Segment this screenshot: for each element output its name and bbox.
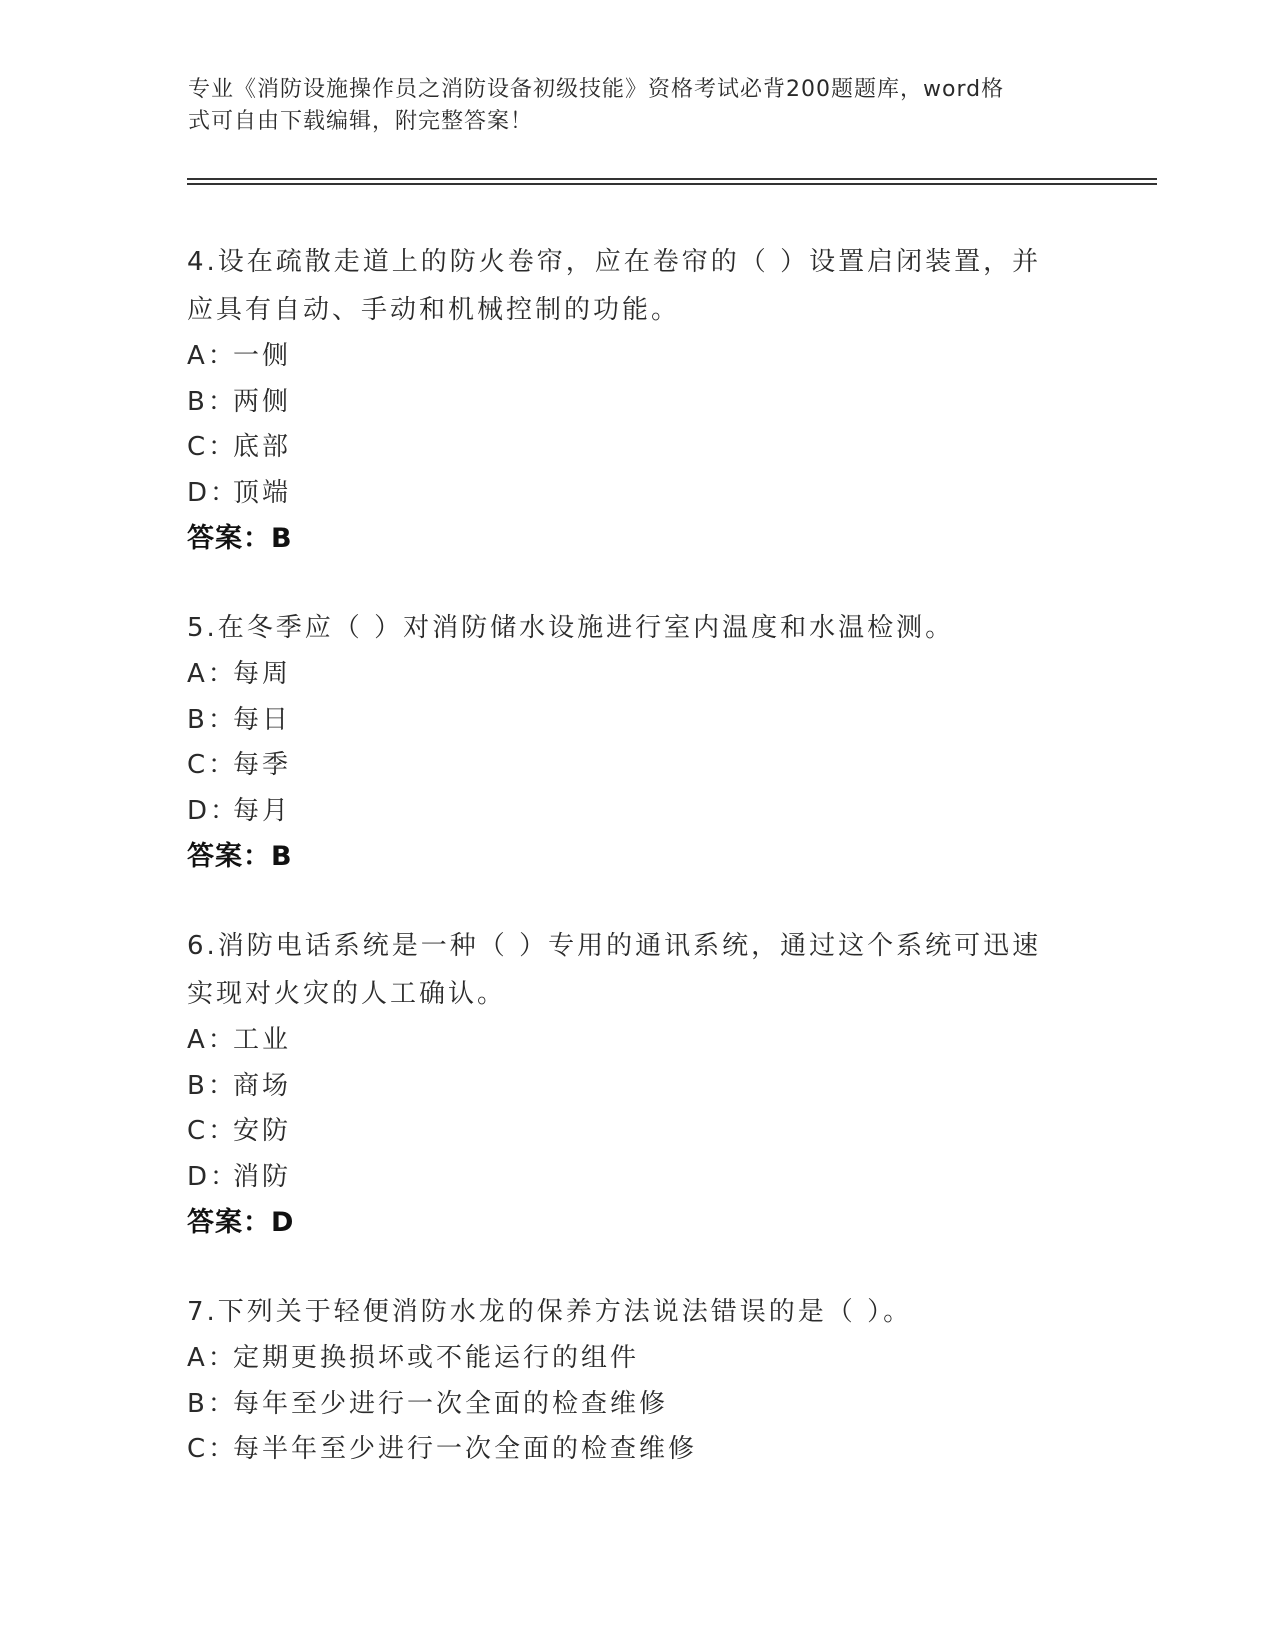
question-block <box>187 604 1067 880</box>
option-text: 每年至少进行一次全面的检查维修 <box>233 1388 669 1419</box>
option-text: 工业 <box>233 1025 292 1055</box>
option-text: 顶端 <box>233 477 292 508</box>
option-key: A： <box>187 341 237 371</box>
option-key: B： <box>187 1388 237 1419</box>
question-stem: 7.下列关于轻便消防水龙的保养方法说法错误的是（ ）。 <box>187 1297 913 1327</box>
option-key: B： <box>187 386 237 417</box>
header-line-2: 式可自由下载编辑，附完整答案！ <box>188 109 534 134</box>
header-divider-top <box>187 178 1157 180</box>
option-text: 两侧 <box>233 386 292 417</box>
option-text: 定期更换损坏或不能运行的组件 <box>233 1343 640 1373</box>
question-stem: 5.在冬季应（ ）对消防储水设施进行室内温度和水温检测。 <box>187 613 955 643</box>
option-a <box>187 334 1067 380</box>
option-a <box>187 652 1067 698</box>
option-text: 每月 <box>233 795 292 826</box>
option-key: C： <box>187 1434 238 1464</box>
question-block <box>187 238 1067 562</box>
option-c <box>187 425 1067 471</box>
question-stem: 6.消防电话系统是一种（ ）专用的通讯系统，通过这个系统可迅速实现对火灾的人工确认。 <box>187 931 1042 1009</box>
option-a <box>187 1336 1067 1382</box>
option-b <box>187 698 1067 744</box>
option-key: C： <box>187 432 238 462</box>
header-divider-bottom <box>187 183 1157 185</box>
option-c <box>187 743 1067 789</box>
option-d <box>187 471 1067 517</box>
option-text: 消防 <box>233 1161 292 1192</box>
option-key: A： <box>187 659 237 689</box>
option-d <box>187 1155 1067 1201</box>
option-key: B： <box>187 704 237 735</box>
header-line-1: 专业《消防设施操作员之消防设备初级技能》资格考试必背200题题库，word格 <box>188 77 1005 102</box>
option-key: C： <box>187 750 238 780</box>
question-block <box>187 922 1067 1246</box>
option-c <box>187 1109 1067 1155</box>
option-key: A： <box>187 1343 237 1373</box>
option-text: 每周 <box>233 659 292 689</box>
option-key: C： <box>187 1116 238 1146</box>
option-key: B： <box>187 1070 237 1101</box>
option-text: 每日 <box>233 704 292 735</box>
option-d <box>187 789 1067 835</box>
option-text: 底部 <box>233 432 292 462</box>
answer-line: 答案：B <box>187 841 293 872</box>
option-text: 一侧 <box>233 341 292 371</box>
option-key: D： <box>187 477 240 508</box>
question-block <box>187 1288 1067 1473</box>
question-list <box>187 238 1067 1515</box>
answer-line: 答案：B <box>187 523 293 554</box>
option-c <box>187 1427 1067 1473</box>
option-b <box>187 380 1067 426</box>
answer-line: 答案：D <box>187 1207 295 1238</box>
option-key: D： <box>187 1161 240 1192</box>
option-b <box>187 1064 1067 1110</box>
option-text: 安防 <box>233 1116 292 1146</box>
option-key: D： <box>187 795 240 826</box>
document-header <box>188 74 1068 138</box>
option-text: 每半年至少进行一次全面的检查维修 <box>233 1434 698 1464</box>
option-text: 每季 <box>233 750 292 780</box>
question-stem: 4.设在疏散走道上的防火卷帘，应在卷帘的（ ）设置启闭装置，并应具有自动、手动和机械控制的功能。 <box>187 247 1042 325</box>
option-b <box>187 1382 1067 1428</box>
option-text: 商场 <box>233 1070 292 1101</box>
option-a <box>187 1018 1067 1064</box>
option-key: A： <box>187 1025 237 1055</box>
